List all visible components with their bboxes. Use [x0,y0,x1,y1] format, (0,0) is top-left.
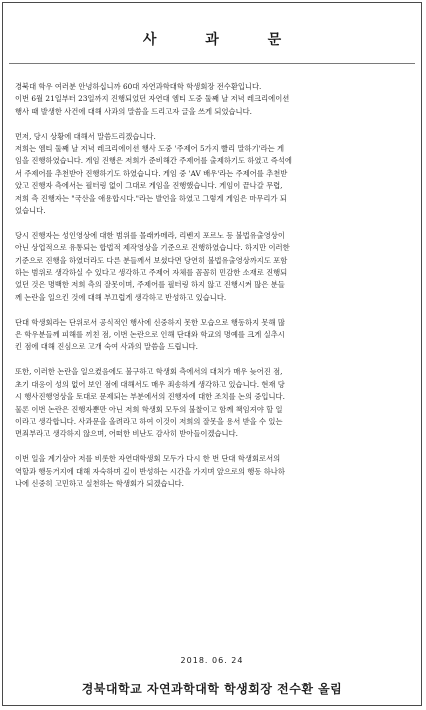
document-date: 2018. 06. 24 [180,656,244,665]
text-line: 었던 것은 명백한 저희 측의 잘못이며, 주제어를 필터링 하지 않고 진행시켜 많은 분들 [15,280,285,290]
paragraph-closing [15,453,411,490]
text-line: 킨 점에 대해 진심으로 고개 숙여 사과의 말씀을 드립니다. [15,342,198,352]
title-divider [9,63,415,64]
text-line: 께 논란을 일으킨 것에 대해 부끄럽게 생각하고 반성하고 있습니다. [15,292,227,302]
text-line: 은 학우분들께 피해를 끼친 점, 이번 논란으로 인해 단대와 학교의 명예를 크게 실추시 [15,330,285,340]
text-line: 시 행사진행영상을 토대로 문제되는 부분에서의 진행자에 대한 조치를 논의 중입니다. [15,392,285,402]
signature-line: 경북대학교 자연과학대학 학생회장 전수환 올림 [81,682,343,696]
paragraph-explanation [15,230,411,304]
text-line: 또한, 이러한 논란을 일으켰음에도 불구하고 학생회 측에서의 대처가 매우 늦어진 점, [15,367,283,377]
text-line: 이번 일을 계기삼아 저를 비롯한 자연대학생회 모두가 다시 한 번 단대 학생회로서의 [15,454,281,464]
paragraph-apology [15,317,411,354]
document-title: 사 과 문 [142,32,304,48]
text-line: 기준으로 진행을 하였더라도 다른 분들께서 보셨다면 당연히 불법유출영상까지도 포함 [15,255,288,265]
apology-document [2,2,422,706]
text-line: 단대 학생회라는 단위로서 공식적인 행사에 신중하지 못한 모습으로 행동하지 못해 많 [15,317,285,327]
text-line: 행사 때 발생한 사건에 대해 사과의 말씀을 드리고자 글을 쓰게 되었습니다. [15,106,252,116]
text-line: 먼저, 당시 상황에 대해서 말씀드리겠습니다. [15,131,156,141]
text-line: 물론 이번 논란은 진행자뿐만 아닌 저희 학생회 모두의 불찰이고 함께 책임져야 할 일 [15,404,283,414]
text-line: 었습니다. [15,206,46,216]
text-line: 이라고 생각합니다. 사과문을 올려라고 하여 이것이 저희의 잘못을 용서 받을 수 있는 [15,416,283,426]
text-line: 임을 진행하였습니다. 게임 진행은 저희가 준비해간 주제어를 출제하기도 하였고 즉석에 [15,156,292,166]
text-line: 아닌 상업적으로 유통되는 합법적 제작영상을 기준으로 진행하였습니다. 하지만 이러한 [15,243,290,253]
paragraph-response [15,366,411,440]
text-line: 경북대 학우 여러분 안녕하십니까 60대 자연과학대학 학생회장 전수환입니다. [15,82,262,91]
text-line: 면죄부라고 생각하지 않으며, 어떠한 비난도 감사히 받아들이겠습니다. [15,429,238,439]
text-line: 저희는 엠티 둘째 날 저녁 레크리에이션 행사 도중 '주제어 5가지 빨리 말하기'라는 게 [15,144,285,154]
text-line: 역할과 행동거지에 대해 자숙하며 깊이 반성하는 시간을 가지며 앞으로의 행동 하나하 [15,466,285,476]
paragraph-greeting [15,81,411,118]
text-line: 저희 측 진행자는 "국산을 애용합시다."라는 발언을 하였고 그렇게 게임은 마무리가 되 [15,193,287,203]
text-line: 나에 신중히 고민하고 실천하는 학생회가 되겠습니다. [15,478,184,488]
paragraph-situation [15,131,411,218]
text-line: 서 주제어를 추천받아 진행하기도 하였습니다. 게임 중 'AV 배우'라는 주제어를 추천받 [15,168,288,178]
text-line: 았고 진행자 측에서는 필터링 없이 그대로 게임을 진행했습니다. 게임이 끝나갈 무렵, [15,181,283,191]
text-line: 초기 대응이 성의 없어 보인 점에 대해서도 매우 죄송하게 생각하고 있습니다. 현재 당 [15,379,285,389]
text-line: 하는 범위로 생각하실 수 있다고 생각하고 주제어 자체를 꼼꼼히 민감한 소재로 진행되 [15,268,288,278]
document-body [15,81,411,503]
text-line: 당시 진행자는 성인영상에 대한 범위를 몰래카메라, 리벤지 포르노 등 불법유출영상이 [15,230,285,240]
text-line: 이번 6월 21일부터 23일까지 진행되었던 자연대 엠티 도중 둘째 날 저녁 레크리에이션 [15,94,290,104]
